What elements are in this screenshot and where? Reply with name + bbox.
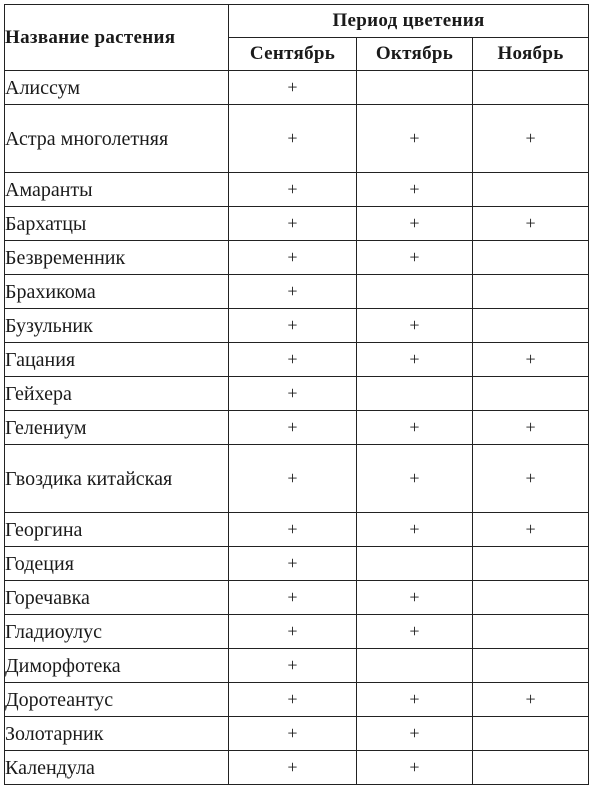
bloom-mark-november: + bbox=[473, 105, 589, 173]
plant-name-cell: Алиссум bbox=[5, 71, 229, 105]
table-row bbox=[5, 513, 589, 547]
plant-name-cell: Горечавка bbox=[5, 581, 229, 615]
table-row bbox=[5, 547, 589, 581]
bloom-period-table bbox=[4, 4, 589, 785]
bloom-mark-september: + bbox=[229, 275, 357, 309]
bloom-mark-october: + bbox=[357, 105, 473, 173]
bloom-mark-october bbox=[357, 377, 473, 411]
header-month-october: Октябрь bbox=[357, 38, 473, 71]
bloom-mark-september: + bbox=[229, 717, 357, 751]
table-row bbox=[5, 343, 589, 377]
bloom-mark-september: + bbox=[229, 173, 357, 207]
table-row bbox=[5, 71, 589, 105]
bloom-mark-september: + bbox=[229, 71, 357, 105]
plant-name-cell: Доротеантус bbox=[5, 683, 229, 717]
table-row bbox=[5, 173, 589, 207]
bloom-mark-october: + bbox=[357, 751, 473, 785]
bloom-mark-september: + bbox=[229, 683, 357, 717]
table-row bbox=[5, 411, 589, 445]
bloom-mark-september: + bbox=[229, 241, 357, 275]
bloom-mark-september: + bbox=[229, 343, 357, 377]
bloom-mark-november: + bbox=[473, 513, 589, 547]
header-plant-name: Название растения bbox=[5, 5, 229, 71]
table-row bbox=[5, 717, 589, 751]
bloom-mark-november bbox=[473, 71, 589, 105]
bloom-mark-november: + bbox=[473, 683, 589, 717]
table-header bbox=[5, 5, 589, 71]
bloom-mark-october: + bbox=[357, 173, 473, 207]
bloom-mark-november bbox=[473, 615, 589, 649]
bloom-mark-october: + bbox=[357, 513, 473, 547]
bloom-mark-september: + bbox=[229, 615, 357, 649]
bloom-mark-september: + bbox=[229, 207, 357, 241]
plant-name-cell: Бузульник bbox=[5, 309, 229, 343]
header-month-september: Сентябрь bbox=[229, 38, 357, 71]
plant-name-cell: Гладиоулус bbox=[5, 615, 229, 649]
bloom-mark-september: + bbox=[229, 547, 357, 581]
plant-name-cell: Георгина bbox=[5, 513, 229, 547]
bloom-mark-october: + bbox=[357, 683, 473, 717]
bloom-mark-october: + bbox=[357, 615, 473, 649]
bloom-mark-september: + bbox=[229, 649, 357, 683]
plant-name-cell: Брахикома bbox=[5, 275, 229, 309]
table-row bbox=[5, 581, 589, 615]
table-row bbox=[5, 309, 589, 343]
bloom-mark-october bbox=[357, 71, 473, 105]
plant-name-cell: Диморфотека bbox=[5, 649, 229, 683]
table-row bbox=[5, 649, 589, 683]
table-row bbox=[5, 445, 589, 513]
plant-name-cell: Золотарник bbox=[5, 717, 229, 751]
bloom-mark-october: + bbox=[357, 241, 473, 275]
bloom-mark-november bbox=[473, 309, 589, 343]
bloom-mark-november bbox=[473, 717, 589, 751]
table-row bbox=[5, 105, 589, 173]
plant-name-cell: Бархатцы bbox=[5, 207, 229, 241]
bloom-mark-november: + bbox=[473, 343, 589, 377]
plant-name-cell: Календула bbox=[5, 751, 229, 785]
plant-name-cell: Амаранты bbox=[5, 173, 229, 207]
table-body bbox=[5, 71, 589, 785]
header-month-november: Ноябрь bbox=[473, 38, 589, 71]
plant-name-cell: Годеция bbox=[5, 547, 229, 581]
bloom-mark-october: + bbox=[357, 717, 473, 751]
bloom-mark-november bbox=[473, 275, 589, 309]
bloom-mark-november bbox=[473, 751, 589, 785]
bloom-mark-november bbox=[473, 241, 589, 275]
bloom-mark-november bbox=[473, 581, 589, 615]
plant-name-cell: Гацания bbox=[5, 343, 229, 377]
bloom-mark-october: + bbox=[357, 411, 473, 445]
plant-name-cell: Гейхера bbox=[5, 377, 229, 411]
table-row bbox=[5, 241, 589, 275]
table-row bbox=[5, 615, 589, 649]
bloom-mark-september: + bbox=[229, 751, 357, 785]
bloom-mark-september: + bbox=[229, 309, 357, 343]
bloom-mark-september: + bbox=[229, 513, 357, 547]
bloom-mark-october: + bbox=[357, 309, 473, 343]
bloom-mark-september: + bbox=[229, 445, 357, 513]
bloom-mark-september: + bbox=[229, 377, 357, 411]
header-bloom-period: Период цветения bbox=[229, 5, 589, 38]
bloom-mark-october bbox=[357, 547, 473, 581]
bloom-mark-october: + bbox=[357, 207, 473, 241]
bloom-mark-october: + bbox=[357, 343, 473, 377]
bloom-mark-november bbox=[473, 649, 589, 683]
table-row bbox=[5, 207, 589, 241]
plant-name-cell: Гелениум bbox=[5, 411, 229, 445]
bloom-mark-november: + bbox=[473, 445, 589, 513]
bloom-mark-october: + bbox=[357, 445, 473, 513]
table-row bbox=[5, 377, 589, 411]
table-row bbox=[5, 275, 589, 309]
bloom-mark-september: + bbox=[229, 581, 357, 615]
bloom-mark-november bbox=[473, 173, 589, 207]
bloom-mark-october: + bbox=[357, 581, 473, 615]
plant-name-cell: Гвоздика китайская bbox=[5, 445, 229, 513]
table-row bbox=[5, 683, 589, 717]
bloom-mark-november: + bbox=[473, 207, 589, 241]
bloom-mark-october bbox=[357, 275, 473, 309]
plant-name-cell: Астра многолетняя bbox=[5, 105, 229, 173]
bloom-mark-october bbox=[357, 649, 473, 683]
plant-name-cell: Безвременник bbox=[5, 241, 229, 275]
bloom-mark-november: + bbox=[473, 411, 589, 445]
bloom-mark-november bbox=[473, 547, 589, 581]
bloom-mark-september: + bbox=[229, 411, 357, 445]
table-row bbox=[5, 751, 589, 785]
bloom-mark-november bbox=[473, 377, 589, 411]
bloom-mark-september: + bbox=[229, 105, 357, 173]
